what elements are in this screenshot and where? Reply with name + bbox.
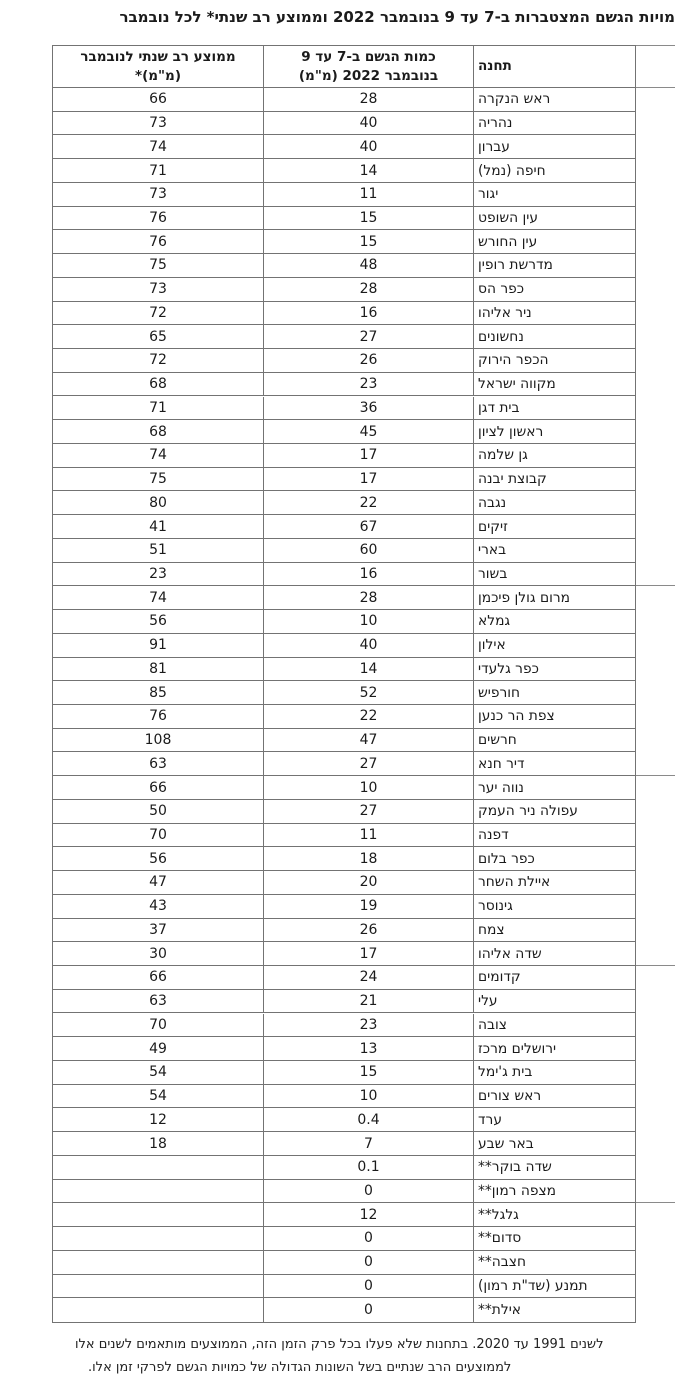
rain-amount-cell: 15 xyxy=(263,1061,473,1084)
rain-amount-cell: 0.4 xyxy=(263,1108,473,1131)
rain-amount-cell: 0 xyxy=(263,1298,473,1322)
station-cell: דיר חנא xyxy=(473,752,635,775)
station-cell: זיקים xyxy=(473,515,635,538)
average-cell xyxy=(53,1227,263,1250)
average-cell: 76 xyxy=(149,210,167,226)
table-row xyxy=(53,397,635,421)
rain-amount-cell: 10 xyxy=(263,776,473,799)
station-cell: צפת הר כנען xyxy=(473,705,635,728)
rain-amount-cell: 21 xyxy=(263,990,473,1013)
station-cell: גן שלמה xyxy=(473,444,635,467)
average-cell xyxy=(53,1203,263,1226)
station-cell: תמנע (שד"ת רמון) xyxy=(473,1275,635,1298)
average-cell: 49 xyxy=(149,1040,167,1057)
table-top-border-extension xyxy=(636,45,675,46)
average-cell: 72 xyxy=(149,304,167,321)
rain-amount-cell: 13 xyxy=(263,1037,473,1060)
table-row xyxy=(53,1156,635,1180)
station-cell: ראשון לציון xyxy=(473,420,635,443)
average-cell: 54 xyxy=(149,1088,167,1105)
rain-amount-cell: 0.1 xyxy=(263,1156,473,1179)
table-row xyxy=(53,919,635,943)
table-row xyxy=(53,1132,635,1156)
rain-amount-cell: 17 xyxy=(263,942,473,965)
station-cell: באר שבע xyxy=(473,1132,635,1155)
table-row xyxy=(53,88,635,112)
header-rain-line1: כמות הגשם ב-7 עד 9 xyxy=(301,48,436,65)
average-cell: 70 xyxy=(149,827,167,843)
table-row xyxy=(53,159,635,183)
station-cell: עפולה ניר העמק xyxy=(473,800,635,823)
station-cell: מקווה ישראל xyxy=(473,373,635,396)
header-station-label: תחנה xyxy=(478,58,512,75)
average-cell xyxy=(53,1180,263,1203)
average-cell: 80 xyxy=(149,494,167,511)
station-cell: בארי xyxy=(473,539,635,562)
station-cell: מרום גולן פיכמן xyxy=(473,586,635,609)
average-cell: 63 xyxy=(149,993,167,1010)
average-cell: 43 xyxy=(149,898,167,915)
average-cell: 66 xyxy=(149,969,167,986)
station-cell: נהריה xyxy=(473,112,635,135)
rain-amount-cell: 28 xyxy=(263,88,473,111)
rain-amount-cell: 0 xyxy=(263,1251,473,1274)
table-row xyxy=(53,254,635,278)
average-cell: 51 xyxy=(149,542,167,559)
station-cell: מדרשת רופין xyxy=(473,254,635,277)
station-cell: צמח xyxy=(473,919,635,942)
station-cell: שדה בוקר** xyxy=(473,1156,635,1179)
table-row xyxy=(53,990,635,1014)
rain-amount-cell: 15 xyxy=(263,207,473,230)
rain-amount-cell: 14 xyxy=(263,159,473,182)
table-row xyxy=(53,230,635,254)
average-cell: 41 xyxy=(149,518,167,535)
station-cell: נגבה xyxy=(473,491,635,514)
rain-amount-cell: 19 xyxy=(263,895,473,918)
station-cell: נווה יער xyxy=(473,776,635,799)
table-row xyxy=(53,1275,635,1299)
average-cell: 73 xyxy=(149,186,167,203)
station-cell: קדומים xyxy=(473,966,635,989)
rain-amount-cell: 22 xyxy=(263,491,473,514)
station-cell: ראש הנקרה xyxy=(473,88,635,111)
station-cell: צובה xyxy=(473,1014,635,1037)
rain-amount-cell: 22 xyxy=(263,705,473,728)
average-cell xyxy=(53,1156,263,1179)
rain-amount-cell: 36 xyxy=(263,397,473,420)
station-cell: ערד xyxy=(473,1108,635,1131)
station-cell: דפנה xyxy=(473,824,635,847)
average-cell: 30 xyxy=(149,945,167,962)
station-cell: מצפה רמון** xyxy=(473,1180,635,1203)
rain-amount-cell: 45 xyxy=(263,420,473,443)
station-cell: בשור xyxy=(473,563,635,586)
table-row xyxy=(53,729,635,753)
header-rain-amount xyxy=(263,46,473,87)
station-cell: אילת** xyxy=(473,1298,635,1322)
average-cell: 74 xyxy=(149,138,167,155)
table-row xyxy=(53,207,635,231)
station-cell: עין החורש xyxy=(473,230,635,253)
table-row xyxy=(53,539,635,563)
station-cell: כפר הס xyxy=(473,278,635,301)
rain-amount-cell: 26 xyxy=(263,919,473,942)
average-cell: 91 xyxy=(149,637,167,654)
table-row xyxy=(53,1227,635,1251)
table-row xyxy=(53,135,635,159)
rain-amount-cell: 23 xyxy=(263,373,473,396)
average-cell: 50 xyxy=(149,803,167,820)
table-row xyxy=(53,325,635,349)
table-row xyxy=(53,183,635,207)
station-cell: חיפה (נמל) xyxy=(473,159,635,182)
average-cell: 12 xyxy=(149,1111,167,1128)
table-row xyxy=(53,1251,635,1275)
station-cell: קבוצת יבנה xyxy=(473,468,635,491)
station-cell: גמלא xyxy=(473,610,635,633)
table-row xyxy=(53,1108,635,1132)
rain-amount-cell: 11 xyxy=(263,183,473,206)
station-cell: ראש צורים xyxy=(473,1085,635,1108)
average-cell: 68 xyxy=(149,376,167,393)
table-row xyxy=(53,1180,635,1204)
table-row xyxy=(53,1014,635,1038)
table-row xyxy=(53,871,635,895)
header-rain-line2: בנובמבר 2022 (מ"מ) xyxy=(298,67,439,84)
table-row xyxy=(53,705,635,729)
station-cell: נחשונים xyxy=(473,325,635,348)
average-cell xyxy=(53,1251,263,1274)
average-cell: 74 xyxy=(149,589,167,606)
table-row xyxy=(53,515,635,539)
rain-amount-cell: 16 xyxy=(263,563,473,586)
table-row xyxy=(53,373,635,397)
header-average xyxy=(53,46,263,87)
average-cell: 108 xyxy=(144,732,172,749)
table-row xyxy=(53,468,635,492)
table-row xyxy=(53,800,635,824)
rain-amount-cell: 0 xyxy=(263,1180,473,1203)
station-cell: חצבה** xyxy=(473,1251,635,1274)
rain-amount-cell: 20 xyxy=(263,871,473,894)
table-row xyxy=(53,1085,635,1109)
average-cell: 63 xyxy=(149,755,167,772)
table-row xyxy=(53,112,635,136)
rain-amount-cell: 23 xyxy=(263,1014,473,1037)
rain-amount-cell: 7 xyxy=(263,1132,473,1155)
station-cell: בית ג'ימל xyxy=(473,1061,635,1084)
table-row xyxy=(53,942,635,966)
rain-amount-cell: 40 xyxy=(263,135,473,158)
average-cell: 71 xyxy=(149,399,167,416)
table-row xyxy=(53,634,635,658)
table-row xyxy=(53,349,635,373)
rain-amount-cell: 17 xyxy=(263,444,473,467)
station-cell: ניר אליהו xyxy=(473,302,635,325)
rain-amount-cell: 0 xyxy=(263,1227,473,1250)
average-cell: 73 xyxy=(149,281,167,298)
rain-amount-cell: 10 xyxy=(263,1085,473,1108)
rain-amount-cell: 52 xyxy=(263,681,473,704)
station-cell: הכפר הירוק xyxy=(473,349,635,372)
station-cell: חורפיש xyxy=(473,681,635,704)
table-row xyxy=(53,658,635,682)
rain-amount-cell: 28 xyxy=(263,586,473,609)
average-cell: 76 xyxy=(149,708,167,725)
table-row xyxy=(53,895,635,919)
page-title: מויות הגשם המצטברות ב-7 עד 9 בנובמבר 2022 וממוצע רב שנתי* לכל נובמבר xyxy=(119,8,675,26)
rain-amount-cell: 24 xyxy=(263,966,473,989)
rain-amount-cell: 17 xyxy=(263,468,473,491)
table-row xyxy=(53,586,635,610)
average-cell: 23 xyxy=(149,565,167,582)
table-header-border-extension xyxy=(636,87,675,88)
group-separator-extension xyxy=(636,965,675,966)
rain-amount-cell: 0 xyxy=(263,1275,473,1298)
average-cell: 85 xyxy=(149,684,167,701)
table-row xyxy=(53,491,635,515)
average-cell: 75 xyxy=(149,257,167,274)
average-cell: 65 xyxy=(149,328,167,345)
station-cell: גלגל** xyxy=(473,1203,635,1226)
rain-amount-cell: 40 xyxy=(263,634,473,657)
average-cell: 76 xyxy=(149,233,167,250)
group-separator-extension xyxy=(636,1202,675,1203)
table-row xyxy=(53,847,635,871)
station-cell: חרשים xyxy=(473,729,635,752)
rain-amount-cell: 27 xyxy=(263,752,473,775)
station-cell: ירושלים מרכז xyxy=(473,1037,635,1060)
average-cell: 47 xyxy=(149,874,167,891)
rain-amount-cell: 48 xyxy=(263,254,473,277)
average-cell: 70 xyxy=(149,1016,167,1033)
station-cell: שדה אליהו xyxy=(473,942,635,965)
rain-amount-cell: 15 xyxy=(263,230,473,253)
footnote-line-1: לשנים 1991 עד 2020. בתחנות שלא פעלו בכל פרק הזמן הזה, הממוצעים מותאמים לשנים אלו xyxy=(75,1337,604,1352)
station-cell: אילון xyxy=(473,634,635,657)
table-row xyxy=(53,966,635,990)
rain-amount-cell: 40 xyxy=(263,112,473,135)
rain-amount-cell: 26 xyxy=(263,349,473,372)
header-station xyxy=(473,46,635,87)
average-cell xyxy=(53,1298,263,1322)
average-cell: 74 xyxy=(149,447,167,464)
rainfall-table xyxy=(52,45,636,1323)
average-cell: 71 xyxy=(149,162,167,179)
station-cell: יגור xyxy=(473,183,635,206)
rain-amount-cell: 67 xyxy=(263,515,473,538)
rain-amount-cell: 12 xyxy=(263,1203,473,1226)
rain-amount-cell: 14 xyxy=(263,658,473,681)
header-average-line2: (מ"מ)* xyxy=(135,67,181,84)
table-row xyxy=(53,302,635,326)
table-row xyxy=(53,444,635,468)
rain-amount-cell: 11 xyxy=(263,824,473,847)
table-row xyxy=(53,681,635,705)
average-cell xyxy=(53,1275,263,1298)
rain-amount-cell: 60 xyxy=(263,539,473,562)
average-cell: 66 xyxy=(149,91,167,108)
station-cell: עין השופט xyxy=(473,207,635,230)
rain-amount-cell: 27 xyxy=(263,800,473,823)
table-row xyxy=(53,563,635,587)
average-cell: 56 xyxy=(149,850,167,867)
table-row xyxy=(53,824,635,848)
rain-amount-cell: 10 xyxy=(263,610,473,633)
average-cell: 56 xyxy=(149,613,167,630)
rain-amount-cell: 28 xyxy=(263,278,473,301)
average-cell: 66 xyxy=(149,779,167,796)
table-row xyxy=(53,1037,635,1061)
average-cell: 72 xyxy=(149,352,167,369)
station-cell: כפר בלום xyxy=(473,847,635,870)
average-cell: 37 xyxy=(149,921,167,938)
table-row xyxy=(53,752,635,776)
station-cell: איילת השחר xyxy=(473,871,635,894)
header-average-line1: ממוצע רב שנתי לנובמבר xyxy=(80,48,236,65)
rain-amount-cell: 16 xyxy=(263,302,473,325)
station-cell: עברון xyxy=(473,135,635,158)
average-cell: 73 xyxy=(149,115,167,132)
table-row xyxy=(53,1061,635,1085)
group-separator-extension xyxy=(636,585,675,586)
table-row xyxy=(53,610,635,634)
rain-amount-cell: 18 xyxy=(263,847,473,870)
average-cell: 81 xyxy=(149,660,167,677)
table-row xyxy=(53,776,635,800)
table-body xyxy=(53,88,635,1322)
rain-amount-cell: 27 xyxy=(263,325,473,348)
table-row xyxy=(53,1298,635,1322)
footnote-line-2: לממוצעים הרב שנתיים בשל השונות הגדולה של כמויות הגשם לפרקי זמן אלו. xyxy=(88,1360,512,1375)
average-cell: 18 xyxy=(149,1135,167,1152)
station-cell: בית דגן xyxy=(473,397,635,420)
station-cell: גינוסר xyxy=(473,895,635,918)
table-row xyxy=(53,420,635,444)
station-cell: כפר גלעדי xyxy=(473,658,635,681)
average-cell: 54 xyxy=(149,1064,167,1081)
average-cell: 75 xyxy=(149,471,167,488)
station-cell: עלי xyxy=(473,990,635,1013)
table-row xyxy=(53,1203,635,1227)
rain-amount-cell: 47 xyxy=(263,729,473,752)
station-cell: סדום** xyxy=(473,1227,635,1250)
table-header-row xyxy=(53,46,635,88)
table-row xyxy=(53,278,635,302)
group-separator-extension xyxy=(636,775,675,776)
average-cell: 68 xyxy=(149,423,167,440)
